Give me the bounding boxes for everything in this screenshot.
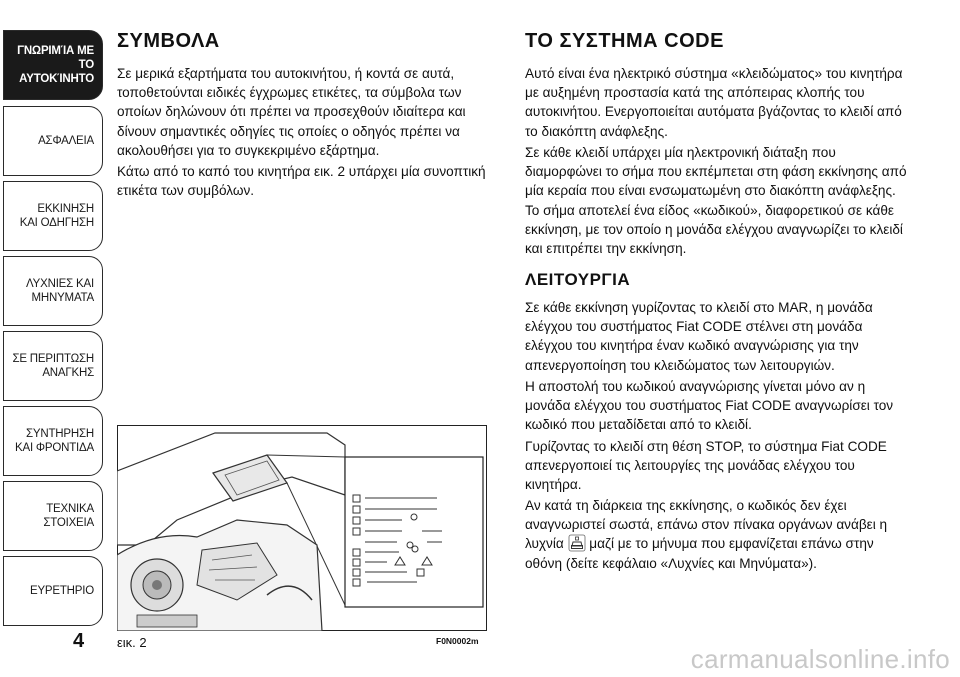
tab-index[interactable] (3, 556, 103, 626)
operation-paragraph-1: Σε κάθε εκκίνηση γυρίζοντας το κλειδί στο MAR, η μονάδα ελέγχου του συστήματος Fiat CODE στέλνει στη μονάδα ελέγχου του κινητήρα έναν κωδικό αναγνώρισης για την απενεργοποίηση του κλειδώματος των λειτουργιών. (525, 300, 873, 373)
symbols-paragraph-2: Κάτω από το καπό του κινητήρα εικ. 2 υπάρχει μία συνοπτική ετικέτα των συμβόλων. (117, 164, 486, 199)
warning-text-part-1: Αν κατά τη διάρκεια της εκκίνησης, ο κωδικός δεν έχει αναγνωριστεί σωστά, επάνω στον πίνακα οργάνων ανάβει η λυχνία (525, 498, 888, 552)
tab-label: ΕΥΡΕΤΗΡΙΟ (29, 585, 94, 597)
tab-maintenance[interactable] (3, 406, 103, 476)
section-subtitle-operation: ΛΕΙΤΟΥΡΓΙΑ (525, 270, 631, 289)
tab-label: ΤΕΧΝΙΚΑ ΣΤΟΙΧΕΙΑ (43, 503, 94, 529)
section-title-code-system: ΤΟ ΣΥΣΤΗΜΑ CODE (525, 30, 724, 52)
tab-label: ΕΚΚΙΝΗΣΗ ΚΑΙ ΟΔΗΓΗΣΗ (19, 203, 94, 229)
figure-code: F0N0002m (436, 636, 479, 646)
operation-paragraph-4 (525, 496, 910, 573)
tab-getting-to-know-vehicle[interactable] (3, 30, 103, 100)
tab-label: ΑΣΦΑΛΕΙΑ (38, 135, 94, 147)
tab-starting-driving[interactable] (3, 181, 103, 251)
page-number: 4 (73, 630, 85, 652)
tab-label: ΓΝΩΡΙΜΊΑ ΜΕ ΤΟ ΑΥΤΟΚΊΝΗΤΟ (17, 45, 94, 85)
tab-label: ΣΕ ΠΕΡΙΠΤΩΣΗ ΑΝΑΓΚΗΣ (12, 353, 94, 379)
engine-bay-illustration (117, 425, 487, 631)
car-lock-warning-icon (568, 534, 586, 552)
tab-technical-data[interactable] (3, 481, 103, 551)
tab-emergency[interactable] (3, 331, 103, 401)
symbols-paragraph-1: Σε μερικά εξαρτήματα του αυτοκινήτου, ή κοντά σε αυτά, τοποθετούνται ειδικές έγχρωμες ετικέτες, τα σύμβολα των οποίων δηλώνουν ότι πρέπει να προσεχθούν ιδιαίτερα και δίνουν σημαντικές οδηγίες τις οποίες ο οδηγός πρέπει να ακολουθήσει για το συγκεκριμένο εξάρτημα. (117, 66, 466, 158)
tab-safety[interactable] (3, 106, 103, 176)
tab-label: ΛΥΧΝΙΕΣ ΚΑΙ ΜΗΝΥΜΑΤΑ (26, 278, 94, 304)
code-paragraph-2: Σε κάθε κλειδί υπάρχει μία ηλεκτρονική διάταξη που διαμορφώνει το σήμα που εκπέμπεται στη φάση εκκίνησης από μία κεραία που είναι ενσωματωμένη στο διακόπτη ανάφλεξης. Το σήμα αποτελεί ένα είδος «κωδικού», διαφορετικού σε κάθε εκκίνηση, με τον οποίο η μονάδα ελέγχου αναγνωρίζει το κλειδί και επιτρέπει την εκκίνηση. (525, 145, 907, 257)
watermark: carmanualsonline.info (690, 644, 950, 674)
tab-label: ΣΥΝΤΗΡΗΣΗ ΚΑΙ ΦΡΟΝΤΙΔΑ (15, 428, 94, 454)
operation-paragraph-2: Η αποστολή του κωδικού αναγνώρισης γίνεται μόνο αν η μονάδα ελέγχου του συστήματος Fiat CODE αναγνωρίσει τον κωδικό που μεταδίδεται από το κλειδί. (525, 379, 894, 433)
engine-label-figure (117, 425, 487, 631)
section-title-symbols: ΣΥΜΒΟΛΑ (117, 30, 220, 52)
figure-caption: εικ. 2 (117, 635, 147, 650)
operation-paragraph-3: Γυρίζοντας το κλειδί στη θέση STOP, το σύστημα Fiat CODE απενεργοποιεί τις λειτουργίες της μονάδας ελέγχου του κινητήρα. (525, 439, 887, 493)
tab-lights-messages[interactable] (3, 256, 103, 326)
code-paragraph-1: Αυτό είναι ένα ηλεκτρικό σύστημα «κλειδώματος» του κινητήρα με αυξημένη προστασία κατά της απόπειρας κλοπής του αυτοκινήτου. Ενεργοποιείται αυτόματα βγάζοντας το κλειδί από το διακόπτη ανάφλεξης. (525, 66, 903, 139)
warning-text-part-2: μαζί με το μήνυμα που εμφανίζεται επάνω στην οθόνη (δείτε κεφάλαιο «Λυχνίες και Μηνύματα»). (525, 536, 874, 571)
